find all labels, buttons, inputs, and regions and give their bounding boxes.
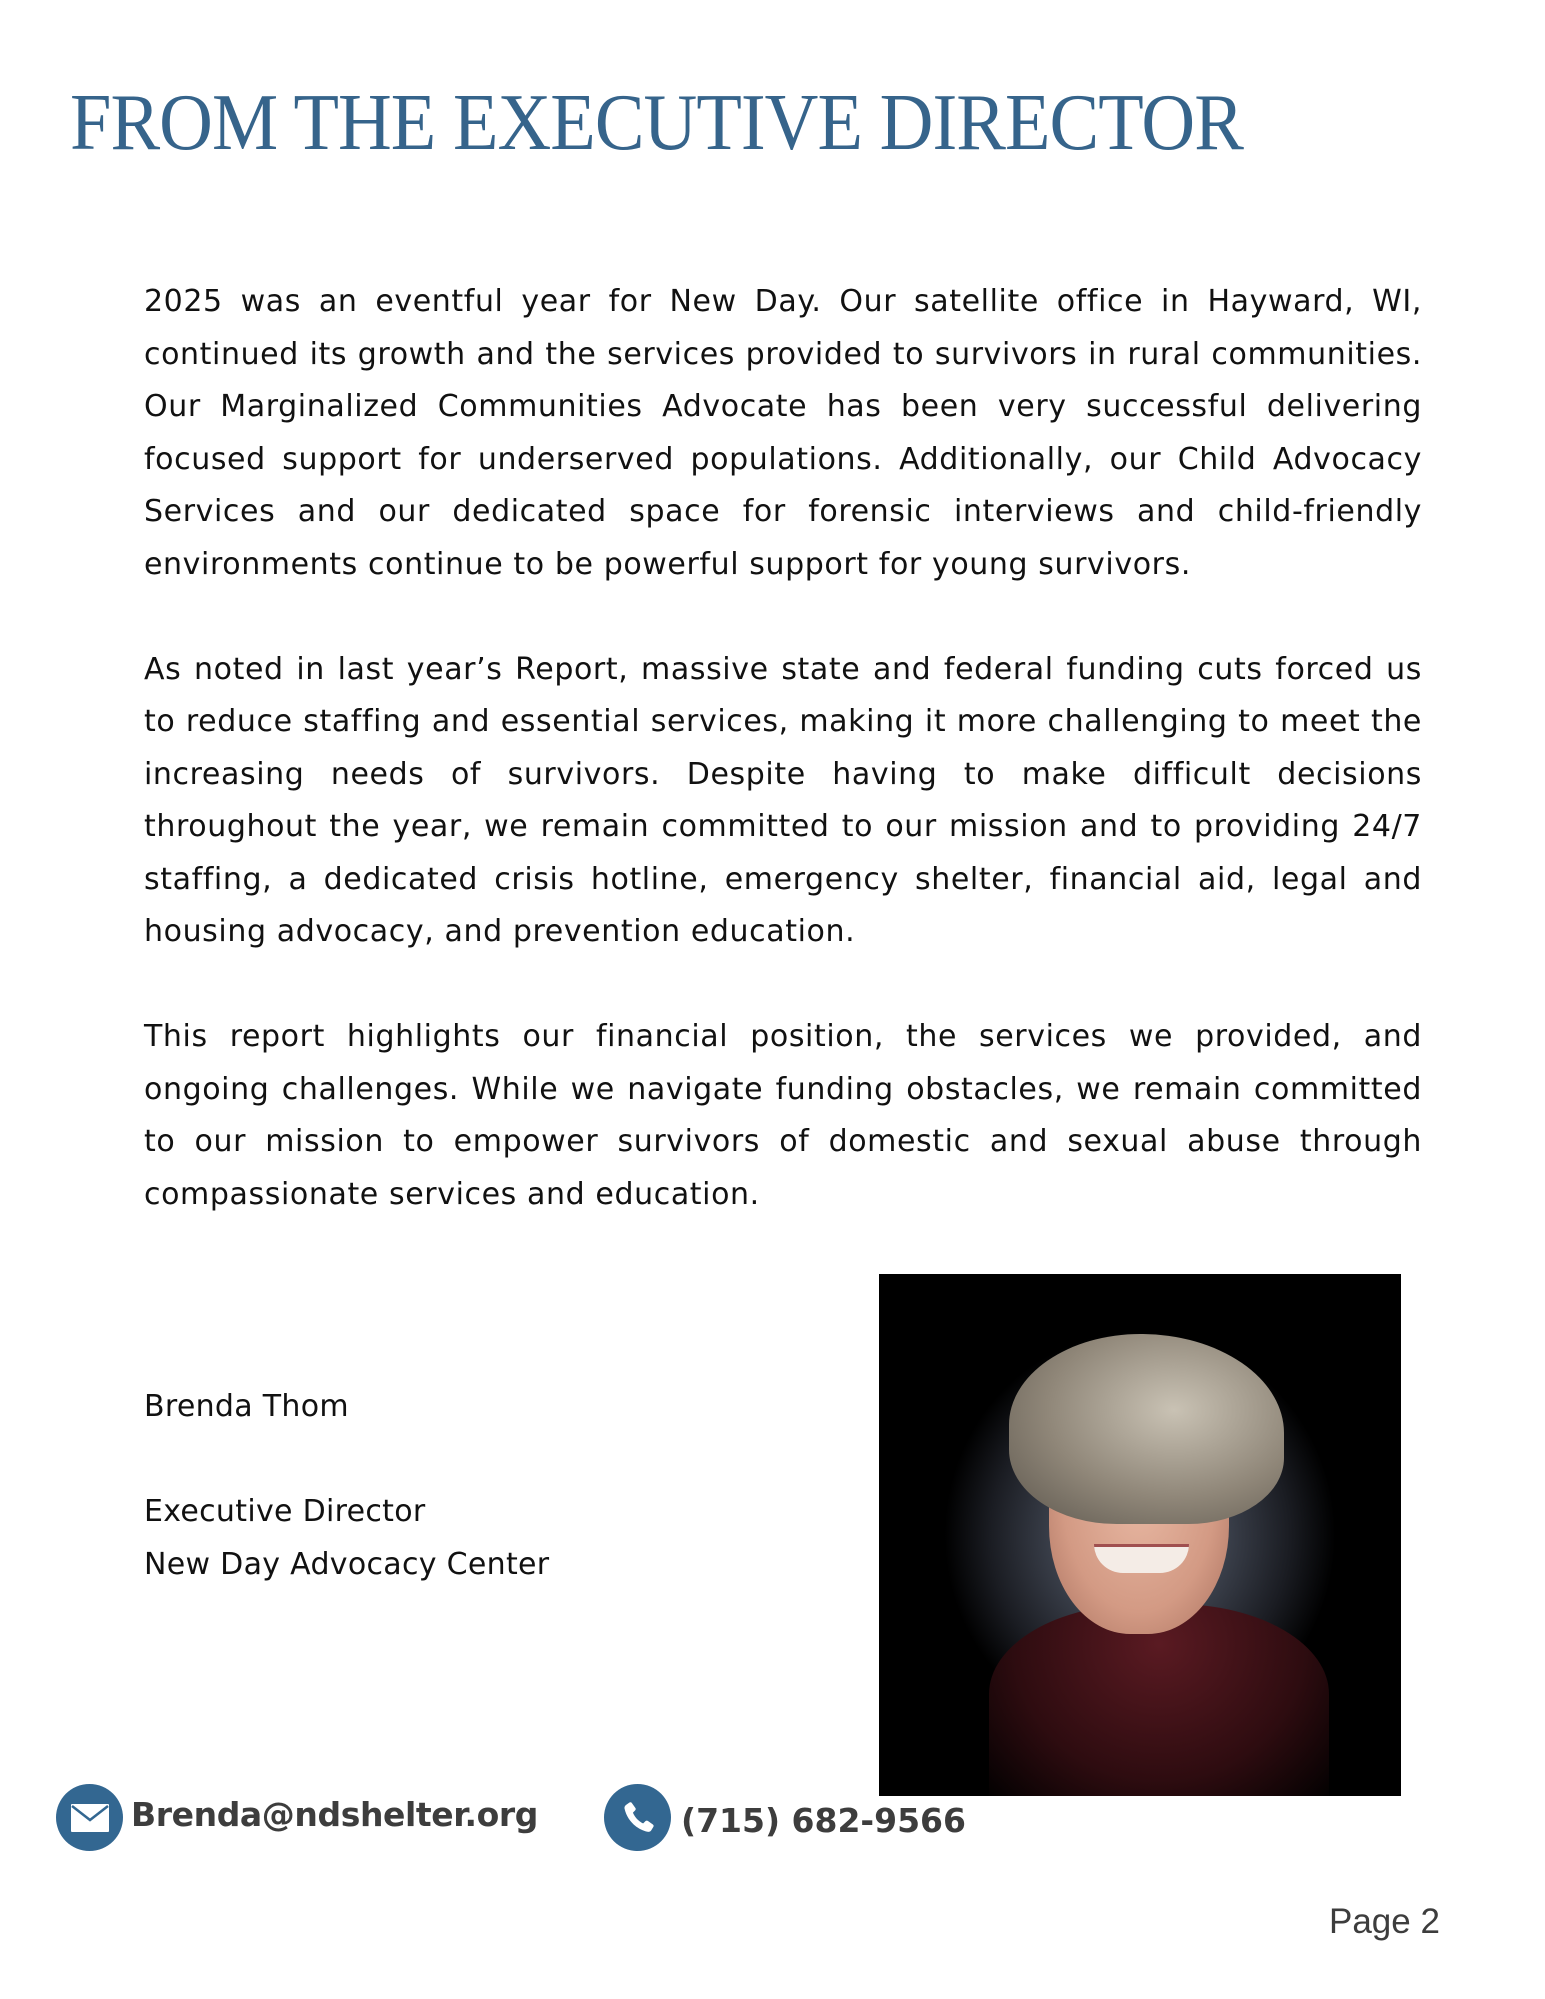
phone-contact[interactable] [604, 1784, 966, 1851]
signer-organization: New Day Advocacy Center [144, 1546, 550, 1582]
letter-body [144, 276, 1422, 1274]
envelope-icon [56, 1784, 123, 1851]
email-contact[interactable] [56, 1784, 538, 1851]
director-portrait-photo [879, 1274, 1401, 1796]
email-link[interactable]: Brenda@ndshelter.org [131, 1795, 538, 1834]
signer-name: Brenda Thom [144, 1389, 349, 1424]
photo-smile [1094, 1544, 1189, 1573]
letter-paragraph: This report highlights our financial position, the services we provided, and ongoing challenges. While we navigate funding obstacles, we remain committed to our mission to empower survivors of domestic and sexual abuse through compassionate services and education. [144, 1019, 1422, 1212]
page-number: Page 2 [1329, 1902, 1440, 1941]
phone-icon [604, 1784, 671, 1851]
signer-title: Executive Director [144, 1494, 426, 1529]
page-title: FROM THE EXECUTIVE DIRECTOR [70, 79, 1243, 167]
letter-paragraph: 2025 was an eventful year for New Day. Our satellite office in Hayward, WI, continued its growth and the services provided to survivors in rural communities. Our Marginalized Communities Advocate has been very successful delivering focused support for underserved populations. Additionally, our Child Advocacy Services and our dedicated space for forensic interviews and child-friendly environments continue to be powerful support for young survivors. [144, 284, 1422, 582]
signature-block [144, 1381, 549, 1591]
letter-paragraph: As noted in last year’s Report, massive state and federal funding cuts forced us to reduce staffing and essential services, making it more challenging to meet the increasing needs of survivors. Despite having to make difficult decisions throughout the year, we remain committed to our mission and to providing 24/7 staffing, a dedicated crisis hotline, emergency shelter, financial aid, legal and housing advocacy, and prevention education. [144, 651, 1422, 949]
phone-number[interactable]: (715) 682-9566 [681, 1801, 966, 1840]
